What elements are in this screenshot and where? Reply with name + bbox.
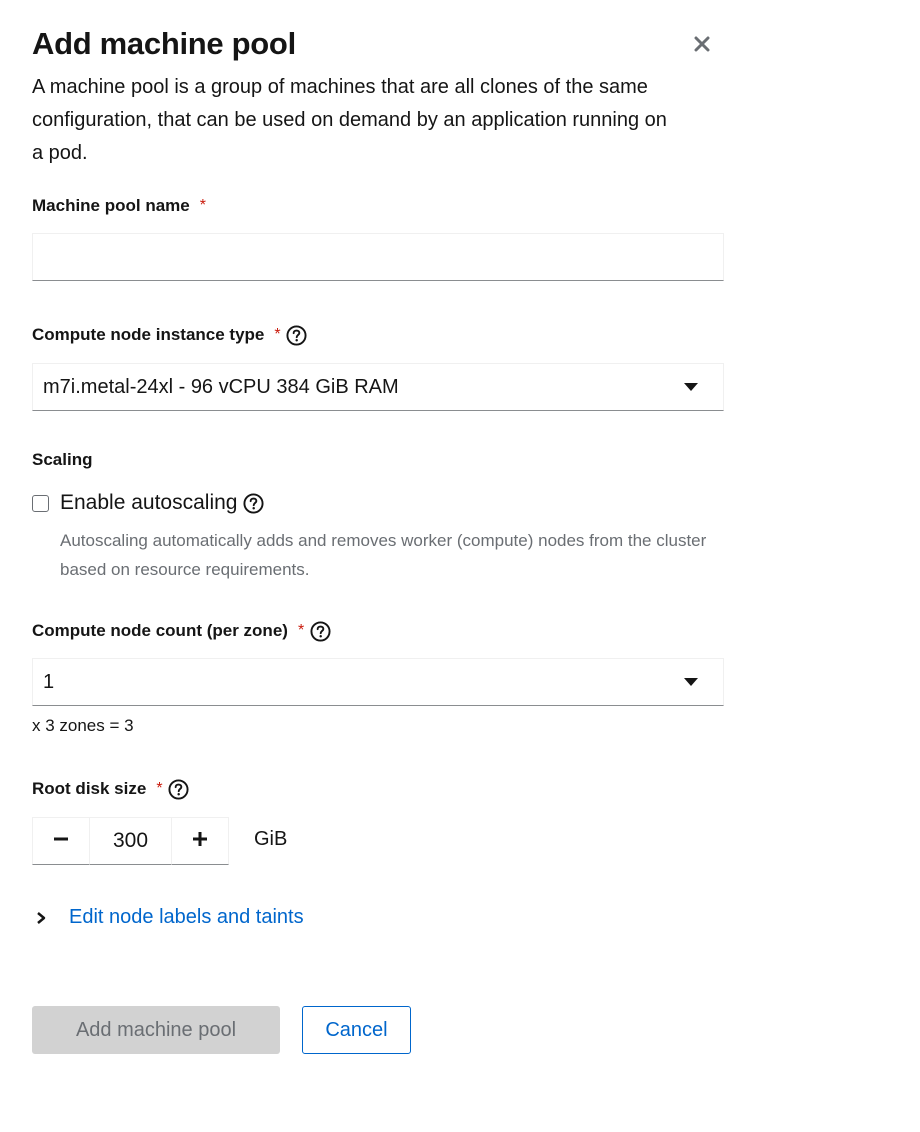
autoscaling-label[interactable]: Enable autoscaling [60, 491, 238, 514]
cancel-button[interactable]: Cancel [302, 1006, 411, 1054]
node-labels-expander[interactable] [32, 906, 304, 929]
minus-icon [54, 832, 68, 851]
pool-name-label-text: Machine pool name [32, 196, 190, 215]
scaling-label-text: Scaling [32, 450, 93, 469]
pool-name-input[interactable] [32, 233, 724, 281]
autoscaling-checkbox[interactable] [32, 495, 49, 512]
pool-name-label [32, 196, 206, 216]
required-mark: * [274, 326, 281, 343]
root-disk-label [32, 778, 190, 800]
modal-description: A machine pool is a group of machines that are all clones of the same configuration, that can be used on demand by an application running on a pod. [32, 76, 667, 164]
autoscaling-helper-text: Autoscaling automatically adds and removes worker (compute) nodes from the cluster based on resource requirements. [60, 531, 707, 579]
caret-down-icon [683, 382, 699, 392]
help-icon[interactable] [168, 778, 190, 800]
decrement-button[interactable] [32, 817, 90, 865]
autoscaling-row [32, 491, 264, 515]
instance-type-label-text: Compute node instance type [32, 325, 265, 344]
instance-type-select[interactable] [32, 363, 724, 411]
help-icon[interactable] [286, 324, 308, 346]
instance-type-value: m7i.metal-24xl - 96 vCPU 384 GiB RAM [43, 375, 399, 398]
add-machine-pool-button[interactable]: Add machine pool [32, 1006, 280, 1054]
expander-label[interactable]: Edit node labels and taints [69, 906, 304, 928]
instance-type-label [32, 324, 308, 346]
root-disk-input[interactable]: 300 [90, 817, 171, 865]
close-button[interactable] [688, 32, 716, 60]
node-count-select[interactable] [32, 658, 724, 706]
required-mark: * [297, 622, 305, 639]
modal-title: Add machine pool [32, 26, 296, 61]
node-count-value: 1 [43, 670, 55, 693]
node-count-label [32, 620, 331, 642]
chevron-right-icon [32, 909, 50, 927]
root-disk-stepper [32, 817, 229, 865]
scaling-label [32, 450, 92, 470]
root-disk-unit: GiB [254, 828, 288, 850]
zones-total-text: x 3 zones = 3 [32, 716, 134, 735]
help-icon[interactable] [242, 492, 264, 514]
required-mark: * [199, 197, 206, 214]
caret-down-icon [683, 677, 699, 687]
close-icon [694, 36, 710, 57]
node-count-label-text: Compute node count (per zone) [32, 621, 288, 640]
help-icon[interactable] [309, 620, 331, 642]
root-disk-label-text: Root disk size [32, 779, 147, 798]
required-mark: * [156, 780, 163, 797]
plus-icon [193, 832, 207, 851]
increment-button[interactable] [171, 817, 229, 865]
